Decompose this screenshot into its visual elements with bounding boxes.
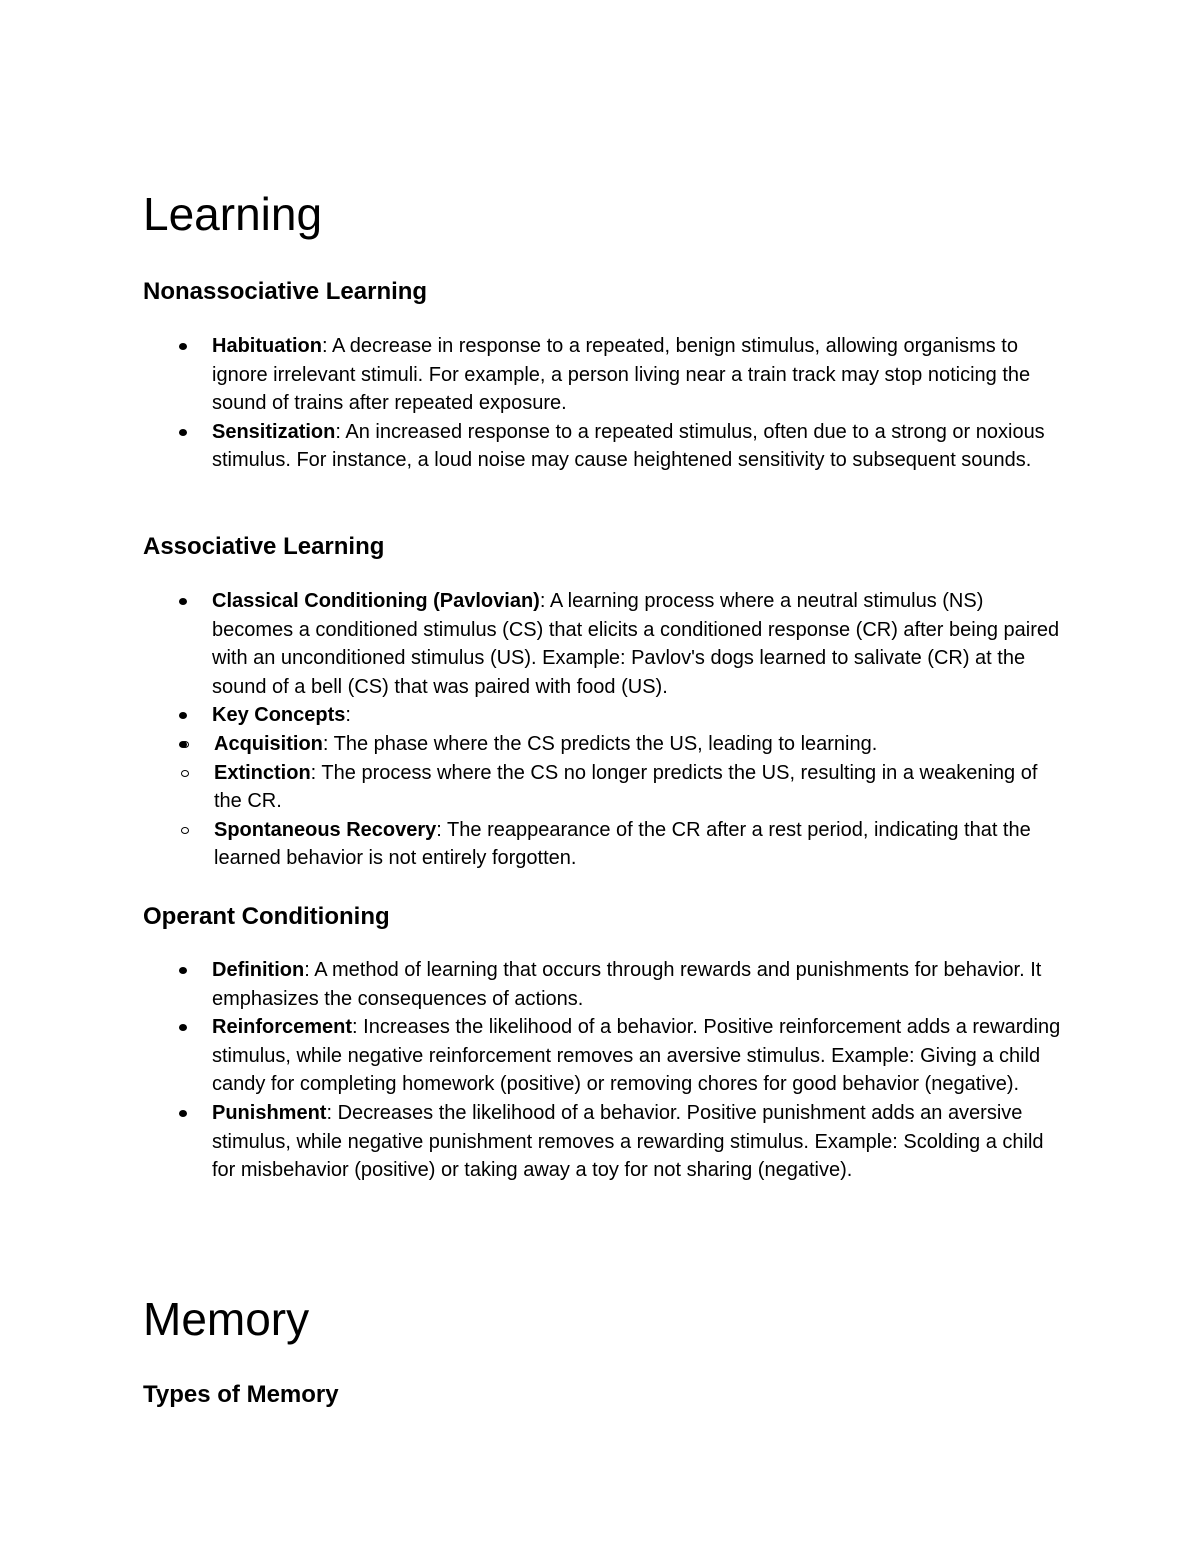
- list-item-reinforcement: [143, 1013, 1063, 1099]
- heading-types-of-memory: Types of Memory: [143, 1381, 339, 1408]
- term-reinforcement: Reinforcement: [212, 1016, 353, 1039]
- definition-classical-conditioning: : A learning process where a neutral stimulus (NS) becomes a conditioned stimulus (CS) that elicits a conditioned response (CR) after being paired with an unconditioned stimulus (US). Example: Pavlov's dogs learned to salivate (CR) at the sound of a bell (CS) that was paired with food (US).: [212, 590, 1060, 698]
- sublist-item-extinction: [143, 759, 1063, 816]
- list-item-punishment: [143, 1099, 1063, 1185]
- section-title-learning: Learning: [143, 188, 323, 240]
- term-spontaneous-recovery: Spontaneous Recovery: [214, 818, 437, 841]
- term-extinction: Extinction: [214, 761, 311, 784]
- operant-list: [143, 956, 1063, 1185]
- associative-list: [143, 587, 1063, 873]
- list-item-key-concepts: [143, 701, 1063, 730]
- key-concepts-colon: :: [345, 704, 351, 727]
- sublist-item-spontaneous-recovery: [143, 816, 1063, 873]
- heading-operant-conditioning: Operant Conditioning: [143, 903, 390, 930]
- term-acquisition: Acquisition: [214, 732, 323, 755]
- heading-nonassociative-learning: Nonassociative Learning: [143, 278, 428, 305]
- definition-habituation: : A decrease in response to a repeated, benign stimulus, allowing organisms to ignore irrelevant stimuli. For example, a person living near a train track may stop noticing the sound of trains after repeated exposure.: [212, 335, 1031, 415]
- term-sensitization: Sensitization: [212, 420, 336, 443]
- term-key-concepts: Key Concepts: [212, 704, 346, 727]
- list-item-habituation: [143, 332, 1063, 418]
- term-classical-conditioning: Classical Conditioning (Pavlovian): [212, 590, 540, 612]
- list-item-definition: [143, 956, 1063, 1013]
- list-item-classical-conditioning: [143, 587, 1063, 701]
- nonassociative-list: [143, 332, 1063, 475]
- term-habituation: Habituation: [212, 335, 322, 357]
- definition-definition: : A method of learning that occurs through rewards and punishments for behavior. It emphasizes the consequences of actions.: [212, 959, 1042, 1010]
- definition-spontaneous-recovery: : The reappearance of the CR after a rest period, indicating that the learned behavior is not entirely forgotten.: [214, 818, 1031, 870]
- key-concepts-sublist-wrapper: [143, 730, 1063, 873]
- definition-acquisition: : The phase where the CS predicts the US, leading to learning.: [322, 732, 878, 755]
- definition-reinforcement: : Increases the likelihood of a behavior. Positive reinforcement adds a rewarding stimulus, while negative reinforcement removes an aversive stimulus. Example: Giving a child candy for completing homework (positive) or removing chores for good behavior (negative).: [212, 1016, 1061, 1096]
- term-definition: Definition: [212, 959, 305, 981]
- section-title-memory: Memory: [143, 1293, 310, 1345]
- definition-sensitization: : An increased response to a repeated stimulus, often due to a strong or noxious stimulus. For instance, a loud noise may cause heightened sensitivity to subsequent sounds.: [212, 420, 1045, 472]
- key-concepts-sublist: [143, 730, 1063, 873]
- list-item-sensitization: [143, 418, 1063, 475]
- term-punishment: Punishment: [212, 1101, 327, 1124]
- definition-extinction: : The process where the CS no longer predicts the US, resulting in a weakening of the CR.: [214, 761, 1038, 813]
- sublist-item-acquisition: [143, 730, 1063, 759]
- heading-associative-learning: Associative Learning: [143, 533, 385, 560]
- definition-punishment: : Decreases the likelihood of a behavior. Positive punishment adds an aversive stimulus, while negative punishment removes a rewarding stimulus. Example: Scolding a child for misbehavior (positive) or taking away a toy for not sharing (negative).: [212, 1101, 1044, 1182]
